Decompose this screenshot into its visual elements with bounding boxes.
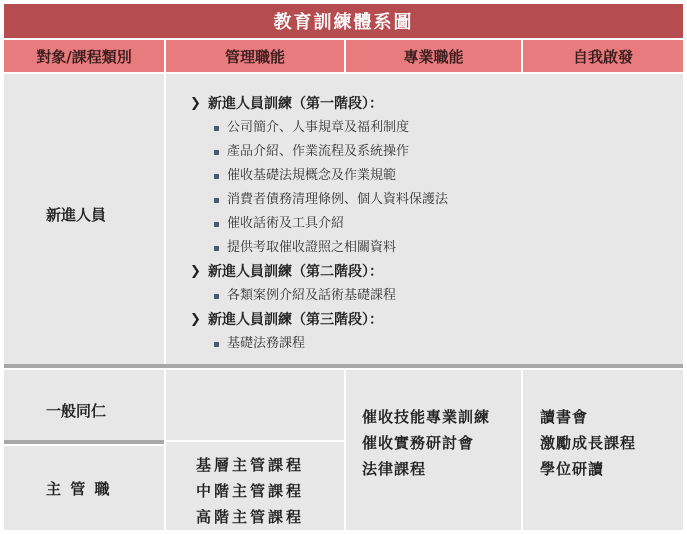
list-item: 讀書會 <box>540 408 589 426</box>
square-bullet-icon <box>214 342 219 347</box>
list-item: 基礎法務課程 <box>190 332 520 356</box>
chart-title: 教育訓練體系圖 <box>4 4 683 38</box>
header-professional: 專業職能 <box>346 40 521 72</box>
phase-title: 新進人員訓練（第三階段）： <box>208 312 383 328</box>
header-management: 管理職能 <box>166 40 344 72</box>
header-self-development: 自我啟發 <box>523 40 683 72</box>
new-staff-training-list <box>190 92 520 356</box>
list-item: 中階主管課程 <box>196 482 305 500</box>
list-item: 催收實務研討會 <box>362 434 475 452</box>
list-item: 催收技能專業訓練 <box>362 408 491 426</box>
management-course-list <box>196 452 304 530</box>
square-bullet-icon <box>214 294 219 299</box>
square-bullet-icon <box>214 126 219 131</box>
list-item: 基層主管課程 <box>196 456 305 474</box>
chevron-right-icon: ❯ <box>190 96 201 111</box>
row-divider <box>4 364 683 368</box>
phase-title: 新進人員訓練（第二階段）： <box>208 264 383 280</box>
square-bullet-icon <box>214 246 219 251</box>
cell-general-management <box>166 370 344 440</box>
list-item: 法律課程 <box>362 460 427 478</box>
phase-3 <box>190 308 520 332</box>
label-managers: 主 管 職 <box>46 480 112 498</box>
list-item: 消費者債務清理條例、個人資料保護法 <box>190 188 520 212</box>
square-bullet-icon <box>214 222 219 227</box>
phase-title: 新進人員訓練（第一階段）： <box>208 96 383 112</box>
list-item: 催收話術及工具介紹 <box>190 212 520 236</box>
list-item: 提供考取催收證照之相關資料 <box>190 236 520 260</box>
phase-1 <box>190 92 520 116</box>
list-item: 激勵成長課程 <box>540 434 637 452</box>
chevron-right-icon: ❯ <box>190 312 201 327</box>
label-general-staff: 一般同仁 <box>46 402 107 420</box>
chevron-right-icon: ❯ <box>190 264 201 279</box>
self-development-list <box>540 404 636 482</box>
label-new-staff: 新進人員 <box>46 206 107 224</box>
list-item: 各類案例介紹及話術基礎課程 <box>190 284 520 308</box>
list-item: 產品介紹、作業流程及系統操作 <box>190 140 520 164</box>
label-divider <box>4 440 164 444</box>
list-item: 學位研讀 <box>540 460 605 478</box>
list-item: 公司簡介、人事規章及福利制度 <box>190 116 520 140</box>
square-bullet-icon <box>214 174 219 179</box>
list-item: 催收基礎法規概念及作業規範 <box>190 164 520 188</box>
square-bullet-icon <box>214 198 219 203</box>
list-item: 高階主管課程 <box>196 508 305 526</box>
professional-course-list <box>362 404 490 482</box>
header-target-category: 對象/課程類別 <box>4 40 164 72</box>
square-bullet-icon <box>214 150 219 155</box>
phase-2 <box>190 260 520 284</box>
